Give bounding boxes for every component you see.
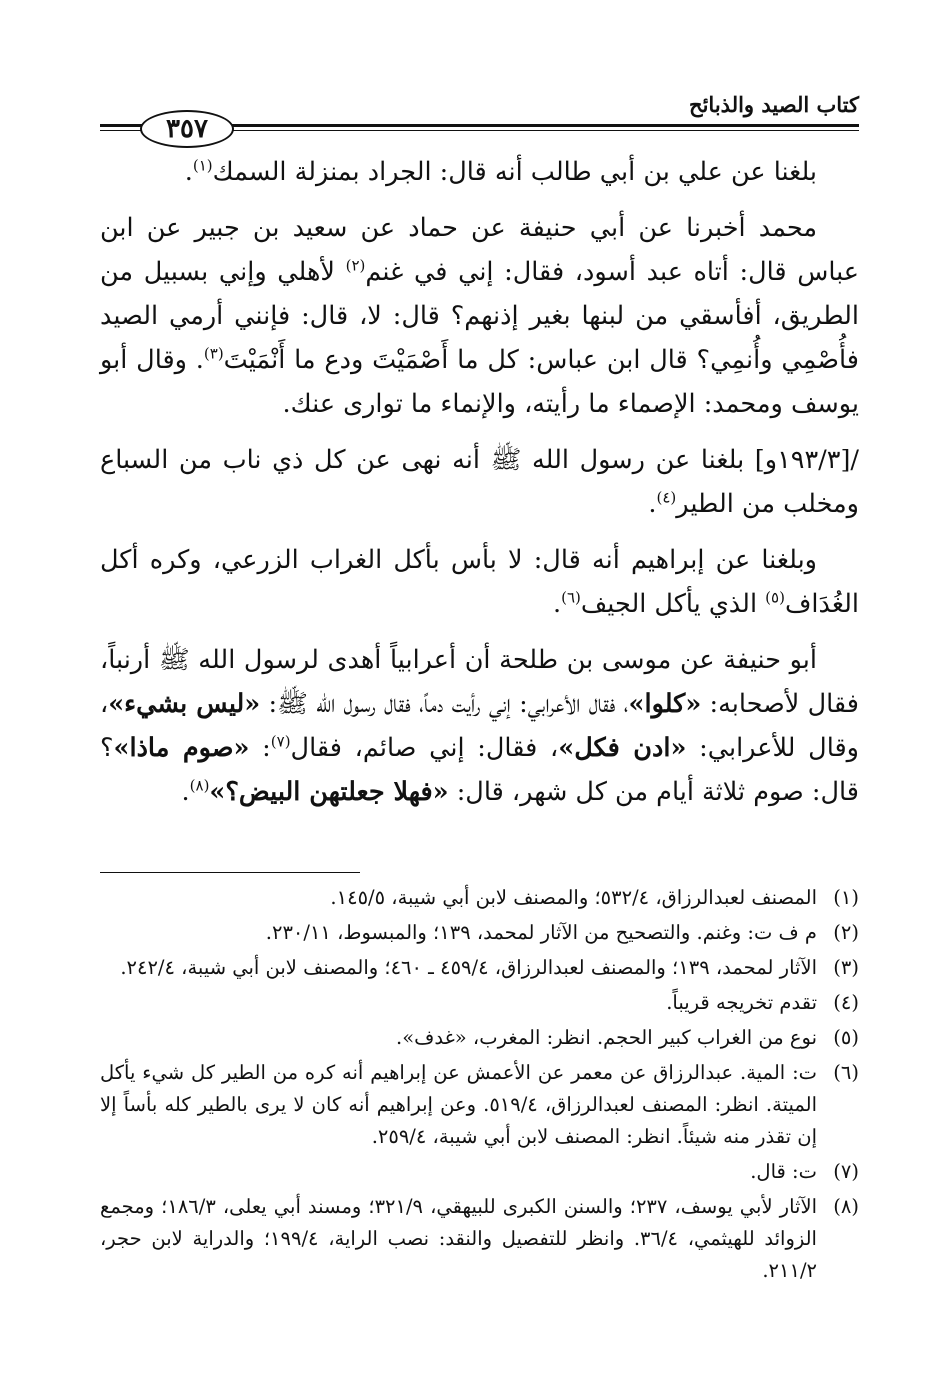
footnote bbox=[100, 1057, 859, 1153]
footnotes bbox=[100, 882, 859, 1290]
footnote-number: (١) bbox=[833, 886, 859, 909]
hadith-quote-4: «صوم ماذا» bbox=[113, 733, 250, 763]
footnote-number: (٦) bbox=[833, 1061, 859, 1084]
running-title: كتاب الصيد والذبائح bbox=[689, 92, 859, 117]
paragraph-5-end: . bbox=[181, 777, 190, 807]
footnote-text: المصنف لعبدالرزاق، ٥٣٢/٤؛ والمصنف لابن أبي شيبة، ١٤٥/٥. bbox=[330, 886, 817, 909]
footnote-text: نوع من الغراب كبير الحجم. انظر: المغرب، «غدف». bbox=[396, 1026, 817, 1049]
footnote-marker-1[interactable]: (١) bbox=[192, 156, 213, 175]
footnote bbox=[100, 882, 859, 914]
footnote-marker-7[interactable]: (٧) bbox=[270, 732, 291, 751]
footnote-number: (٢) bbox=[833, 921, 859, 944]
paragraph-3-text: /[١٩٣/٣و] بلغنا عن رسول الله ﷺ أنه نهى عن كل ذي ناب من السباع ومخلب من الطير bbox=[100, 445, 859, 519]
paragraph-5-part-f: ؟ قال: صوم ثلاثة أيام من كل شهر، قال: bbox=[100, 733, 859, 807]
footnote bbox=[100, 1191, 859, 1287]
page-number-badge bbox=[140, 110, 234, 148]
paragraph-1 bbox=[100, 150, 859, 194]
paragraph-4-part-b: الذي يأكل الجيف bbox=[580, 589, 766, 619]
paragraph-4-part-a: وبلغنا عن إبراهيم أنه قال: لا بأس بأكل الغراب الزرعي، وكره أكل الغُدَاف bbox=[100, 545, 859, 619]
paragraph-5-part-b: ، فقال الأعرابي: إني رأيت دماً، فقال رسول الله ﷺ: bbox=[260, 689, 629, 719]
footnote-marker-4[interactable]: (٤) bbox=[656, 488, 677, 507]
book-page bbox=[100, 0, 859, 1400]
footnote bbox=[100, 987, 859, 1019]
paragraph-5-part-c: ، وقال للأعرابي: bbox=[100, 689, 859, 763]
paragraph-5-part-d: ، فقال: إني صائم، فقال bbox=[290, 733, 559, 763]
hadith-quote-1: «كلوا» bbox=[628, 689, 702, 719]
paragraph-1-end: . bbox=[184, 157, 193, 187]
paragraph-5-part-a: أبو حنيفة عن موسى بن طلحة أن أعرابياً أهدى لرسول الله ﷺ أرنباً، فقال لأصحابه: bbox=[100, 645, 859, 719]
footnote-text: تقدم تخريجه قريباً. bbox=[666, 991, 817, 1014]
paragraph-4 bbox=[100, 538, 859, 626]
footnote-text: الآثار لأبي يوسف، ٢٣٧؛ والسنن الكبرى للبيهقي، ٣٢١/٩؛ ومسند أبي يعلى، ١٨٦/٣؛ ومجمع الزوائد للهيثمي، ٣٦/٤. وانظر للتفصيل والنقد: نصب الراية، ١٩٩/٤؛ والدراية لابن حجر، ٢١١/٢. bbox=[100, 1195, 817, 1282]
footnote-text: الآثار لمحمد، ١٣٩؛ والمصنف لعبدالرزاق، ٤٥٩/٤ ـ ٤٦٠؛ والمصنف لابن أبي شيبة، ٢٤٢/٤. bbox=[120, 956, 817, 979]
footnote-text: ت: قال. bbox=[750, 1160, 817, 1183]
footnote-number: (٧) bbox=[833, 1160, 859, 1183]
footnote-marker-5[interactable]: (٥) bbox=[765, 588, 785, 607]
hadith-quote-3: «ادن فكل» bbox=[558, 733, 687, 763]
footnote-number: (٣) bbox=[833, 956, 859, 979]
main-text bbox=[100, 150, 859, 826]
footnote-number: (٤) bbox=[833, 991, 859, 1014]
page-number: ٣٥٧ bbox=[166, 114, 208, 144]
paragraph-3 bbox=[100, 438, 859, 526]
paragraph-1-text: بلغنا عن علي بن أبي طالب أنه قال: الجراد بمنزلة السمك bbox=[212, 157, 817, 187]
footnote-number: (٥) bbox=[833, 1026, 859, 1049]
footnote-text: م ف ت: وغنم. والتصحيح من الآثار لمحمد، ١٣٩؛ والمبسوط، ٢٣٠/١١. bbox=[265, 921, 817, 944]
footnote-number: (٨) bbox=[833, 1195, 859, 1218]
footnote-text: ت: المية. عبدالرزاق عن معمر عن الأعمش عن إبراهيم أنه كره من الطير كل شيء يأكل الميتة. انظر: المصنف لعبدالرزاق، ٥١٩/٤. وعن إبراهيم أنه كان لا يرى بالطير كله بأساً إلا إن تقذر منه شيئاً. انظر: المصنف لابن أبي شيبة، ٢٥٩/٤. bbox=[100, 1061, 817, 1148]
hadith-quote-2: «ليس بشيء» bbox=[108, 689, 261, 719]
paragraph-3-end: . bbox=[648, 489, 657, 519]
paragraph-5-part-e: : bbox=[249, 733, 271, 763]
paragraph-2-part-a: محمد أخبرنا عن أبي حنيفة عن حماد عن سعيد بن جبير عن ابن عباس قال: أتاه عبد أسود، فقال: إني في غنم bbox=[100, 213, 859, 287]
footnote bbox=[100, 1022, 859, 1054]
footnote bbox=[100, 952, 859, 984]
footnote bbox=[100, 917, 859, 949]
footnote-separator bbox=[100, 872, 360, 873]
page-header bbox=[100, 72, 859, 142]
hadith-quote-5: «فهلا جعلتهن البيض؟» bbox=[209, 777, 449, 807]
footnote-marker-6[interactable]: (٦) bbox=[561, 588, 581, 607]
footnote-marker-3[interactable]: (٣) bbox=[203, 344, 224, 363]
footnote-marker-8[interactable]: (٨) bbox=[189, 776, 210, 795]
paragraph-2-part-b: لأهلي وإني بسبيل من الطريق، أفأسقي من لبنها بغير إذنهم؟ قال: لا، قال: فإنني أرمي الصيد فأُصْمِي وأُنمِي؟ قال ابن عباس: كل ما أَصْمَيْتَ ودع ما أَنْمَيْتَ bbox=[100, 257, 859, 375]
footnote bbox=[100, 1156, 859, 1188]
paragraph-5 bbox=[100, 638, 859, 814]
paragraph-2-part-c: . وقال أبو يوسف ومحمد: الإصماء ما رأيته، والإنماء ما توارى عنك. bbox=[100, 345, 859, 419]
paragraph-2 bbox=[100, 206, 859, 426]
paragraph-4-end: . bbox=[553, 589, 562, 619]
footnote-marker-2[interactable]: (٢) bbox=[345, 256, 366, 275]
